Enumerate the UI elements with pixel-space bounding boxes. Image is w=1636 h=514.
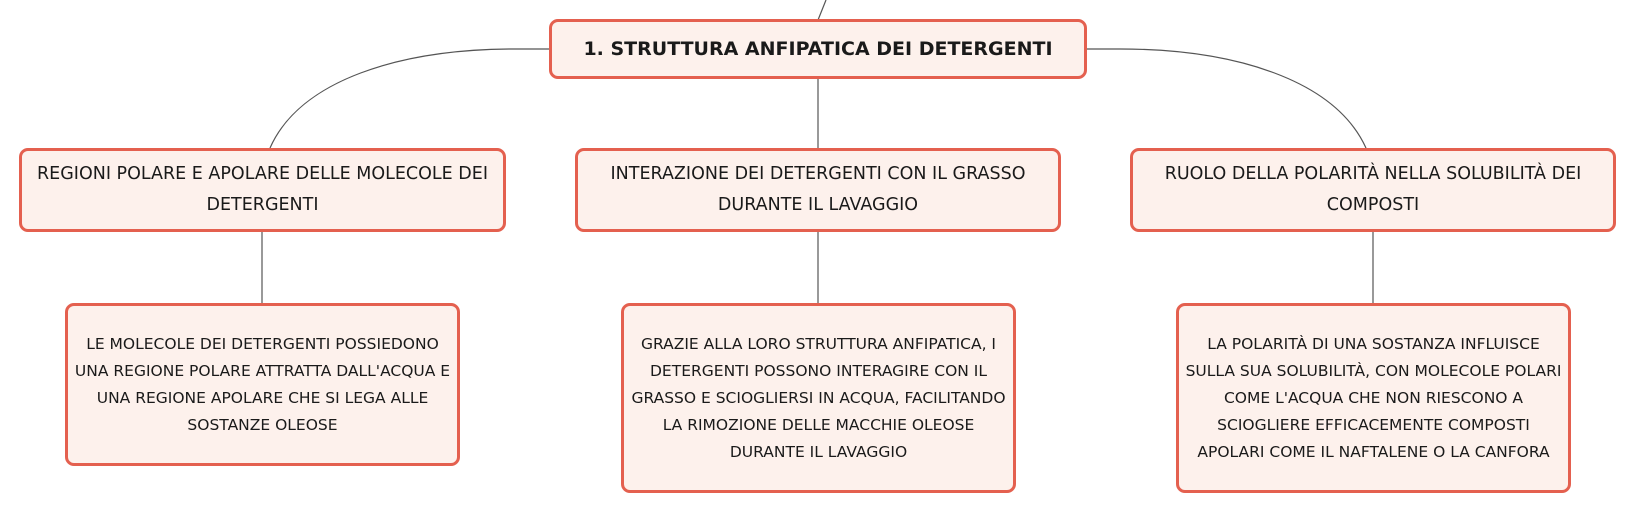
branch-node-polar-regions[interactable] [19,148,506,232]
root-node-label: 1. STRUTTURA ANFIPATICA DEI DETERGENTI [583,38,1053,60]
connector-root-to-branch-3 [1087,49,1366,148]
branch-node-label: RUOLO DELLA POLARITÀ NELLA SOLUBILITÀ DEI COMPOSTI [1164,164,1582,215]
detail-node-text: GRAZIE ALLA LORO STRUTTURA ANFIPATICA, I DETERGENTI POSSONO INTERAGIRE CON IL GRASSO E SCIOGLIERSI IN ACQUA, FACILITANDO LA RIMOZIONE DELLE MACCHIE OLEOSE DURANTE IL LAVAGGIO [631,334,1006,461]
connector-root-to-branch-1 [270,49,549,148]
detail-node-grease-interaction[interactable] [621,303,1016,493]
branch-node-label: REGIONI POLARE E APOLARE DELLE MOLECOLE DEI DETERGENTI [37,164,488,215]
branch-node-grease-interaction[interactable] [575,148,1061,232]
detail-node-polar-regions[interactable] [65,303,460,466]
root-node[interactable] [549,19,1087,79]
detail-node-text: LE MOLECOLE DEI DETERGENTI POSSIEDONO UNA REGIONE POLARE ATTRATTA DALL'ACQUA E UNA REGIONE APOLARE CHE SI LEGA ALLE SOSTANZE OLEOSE [74,334,451,434]
detail-node-polarity-role[interactable] [1176,303,1571,493]
connector-parent-to-root [818,0,826,20]
branch-node-polarity-role[interactable] [1130,148,1616,232]
detail-node-text: LA POLARITÀ DI UNA SOSTANZA INFLUISCE SULLA SUA SOLUBILITÀ, CON MOLECOLE POLARI COME L'ACQUA CHE NON RIESCONO A SCIOGLIERE EFFICACEMENTE COMPOSTI APOLARI COME IL NAFTALENE O LA CANFORA [1185,334,1562,461]
branch-node-label: INTERAZIONE DEI DETERGENTI CON IL GRASSO DURANTE IL LAVAGGIO [610,164,1026,215]
